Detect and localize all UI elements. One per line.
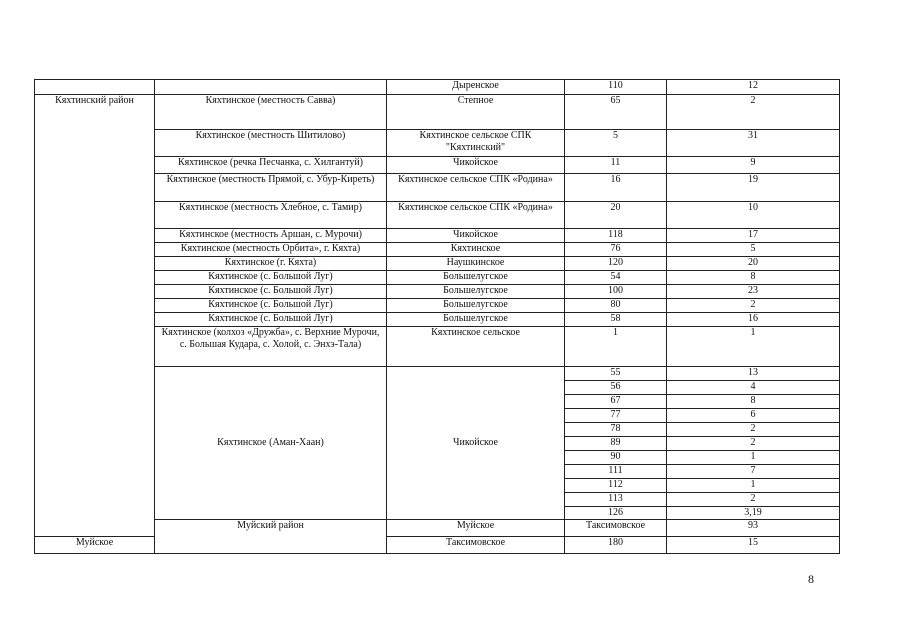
value-a-cell: 16 — [565, 174, 667, 202]
value-a-cell: 76 — [565, 243, 667, 257]
org-cell: Кяхтинское сельское СПК "Кяхтинский" — [387, 130, 565, 157]
value-b-cell: 2 — [667, 437, 840, 451]
value-a-cell: 78 — [565, 423, 667, 437]
org-cell: Степное — [387, 95, 565, 130]
org-cell: Таксимовское — [387, 537, 565, 554]
value-b-cell: 10 — [667, 202, 840, 229]
value-a-cell: 89 — [565, 437, 667, 451]
table-row — [35, 367, 840, 381]
district-cell — [35, 80, 155, 95]
value-a-cell: 65 — [565, 95, 667, 130]
table-row — [35, 313, 840, 327]
location-cell: Кяхтинское (местность Шитилово) — [155, 130, 387, 157]
value-a-cell: 112 — [565, 479, 667, 493]
org-cell: Чикойское — [387, 157, 565, 174]
org-cell: Чикойское — [387, 229, 565, 243]
table-row — [35, 257, 840, 271]
location-cell: Кяхтинское (местность Хлебное, с. Тамир) — [155, 202, 387, 229]
table-row — [35, 202, 840, 229]
value-a-cell: 120 — [565, 257, 667, 271]
value-a-cell: 111 — [565, 465, 667, 479]
value-b-cell: 1 — [667, 451, 840, 465]
table-row — [35, 80, 840, 95]
value-b-cell: 7 — [667, 465, 840, 479]
value-b-cell: 23 — [667, 285, 840, 299]
value-a-cell: 56 — [565, 381, 667, 395]
org-cell: Большелугское — [387, 271, 565, 285]
data-table — [34, 79, 840, 554]
value-b-cell: 20 — [667, 257, 840, 271]
value-b-cell: 2 — [667, 95, 840, 130]
location-cell: Муйское — [35, 537, 155, 554]
org-cell: Большелугское — [387, 299, 565, 313]
value-a-cell: 126 — [565, 507, 667, 520]
value-b-cell: 3,19 — [667, 507, 840, 520]
org-cell: Кяхтинское сельское — [387, 327, 565, 367]
value-b-cell: 17 — [667, 229, 840, 243]
value-a-cell: 93 — [667, 520, 840, 537]
value-a-cell: 180 — [565, 537, 667, 554]
org-cell: Большелугское — [387, 285, 565, 299]
org-cell: Таксимовское — [565, 520, 667, 537]
value-b-cell: 31 — [667, 130, 840, 157]
value-b-cell: 2 — [667, 493, 840, 507]
org-cell: Чикойское — [387, 367, 565, 520]
table-row — [35, 520, 840, 537]
table-row — [35, 327, 840, 367]
table-row — [35, 157, 840, 174]
table-row — [35, 95, 840, 130]
value-b-cell: 2 — [667, 423, 840, 437]
org-cell: Дыренское — [387, 80, 565, 95]
value-a-cell: 54 — [565, 271, 667, 285]
org-cell: Кяхтинское сельское СПК «Родина» — [387, 174, 565, 202]
value-a-cell: 20 — [565, 202, 667, 229]
value-b-cell: 19 — [667, 174, 840, 202]
table-row — [35, 174, 840, 202]
value-a-cell: 58 — [565, 313, 667, 327]
value-b-cell: 8 — [667, 271, 840, 285]
value-a-cell: 110 — [565, 80, 667, 95]
table-row — [35, 229, 840, 243]
org-cell: Большелугское — [387, 313, 565, 327]
location-cell: Кяхтинское (с. Большой Луг) — [155, 299, 387, 313]
org-cell: Кяхтинское сельское СПК «Родина» — [387, 202, 565, 229]
value-a-cell: 67 — [565, 395, 667, 409]
org-cell: Наушкинское — [387, 257, 565, 271]
table-row — [35, 130, 840, 157]
location-cell: Кяхтинское (местность Аршан, с. Мурочи) — [155, 229, 387, 243]
location-cell: Кяхтинское (Аман-Хаан) — [155, 367, 387, 520]
value-a-cell: 90 — [565, 451, 667, 465]
value-b-cell: 8 — [667, 395, 840, 409]
value-b-cell: 2 — [667, 299, 840, 313]
value-a-cell: 77 — [565, 409, 667, 423]
value-b-cell: 12 — [667, 80, 840, 95]
location-cell: Кяхтинское (речка Песчанка, с. Хилгантуй) — [155, 157, 387, 174]
location-cell: Кяхтинское (с. Большой Луг) — [155, 313, 387, 327]
location-cell: Кяхтинское (местность Прямой, с. Убур-Киреть) — [155, 174, 387, 202]
value-b-cell: 1 — [667, 327, 840, 367]
location-cell: Кяхтинское (с. Большой Луг) — [155, 285, 387, 299]
org-cell: Кяхтинское — [387, 243, 565, 257]
value-b-cell: 15 — [667, 537, 840, 554]
location-cell — [155, 80, 387, 95]
value-b-cell: 1 — [667, 479, 840, 493]
location-cell: Кяхтинское (колхоз «Дружба», с. Верхние Мурочи, с. Большая Кудара, с. Холой, с. Энхэ-Тала) — [155, 327, 387, 367]
location-cell: Кяхтинское (местность Орбита», г. Кяхта) — [155, 243, 387, 257]
page-number: 8 — [808, 572, 814, 586]
value-a-cell: 55 — [565, 367, 667, 381]
table-row — [35, 271, 840, 285]
location-cell: Муйское — [387, 520, 565, 537]
value-a-cell: 113 — [565, 493, 667, 507]
value-a-cell: 11 — [565, 157, 667, 174]
value-a-cell: 100 — [565, 285, 667, 299]
table-row — [35, 243, 840, 257]
table-row — [35, 285, 840, 299]
location-cell: Кяхтинское (с. Большой Луг) — [155, 271, 387, 285]
district-cell: Кяхтинский район — [35, 95, 155, 537]
value-b-cell: 5 — [667, 243, 840, 257]
value-a-cell: 1 — [565, 327, 667, 367]
value-b-cell: 16 — [667, 313, 840, 327]
location-cell: Кяхтинское (г. Кяхта) — [155, 257, 387, 271]
value-a-cell: 5 — [565, 130, 667, 157]
value-b-cell: 13 — [667, 367, 840, 381]
value-b-cell: 4 — [667, 381, 840, 395]
table-row — [35, 299, 840, 313]
value-a-cell: 118 — [565, 229, 667, 243]
district-cell: Муйский район — [155, 520, 387, 554]
location-cell: Кяхтинское (местность Савва) — [155, 95, 387, 130]
value-a-cell: 80 — [565, 299, 667, 313]
value-b-cell: 6 — [667, 409, 840, 423]
value-b-cell: 9 — [667, 157, 840, 174]
